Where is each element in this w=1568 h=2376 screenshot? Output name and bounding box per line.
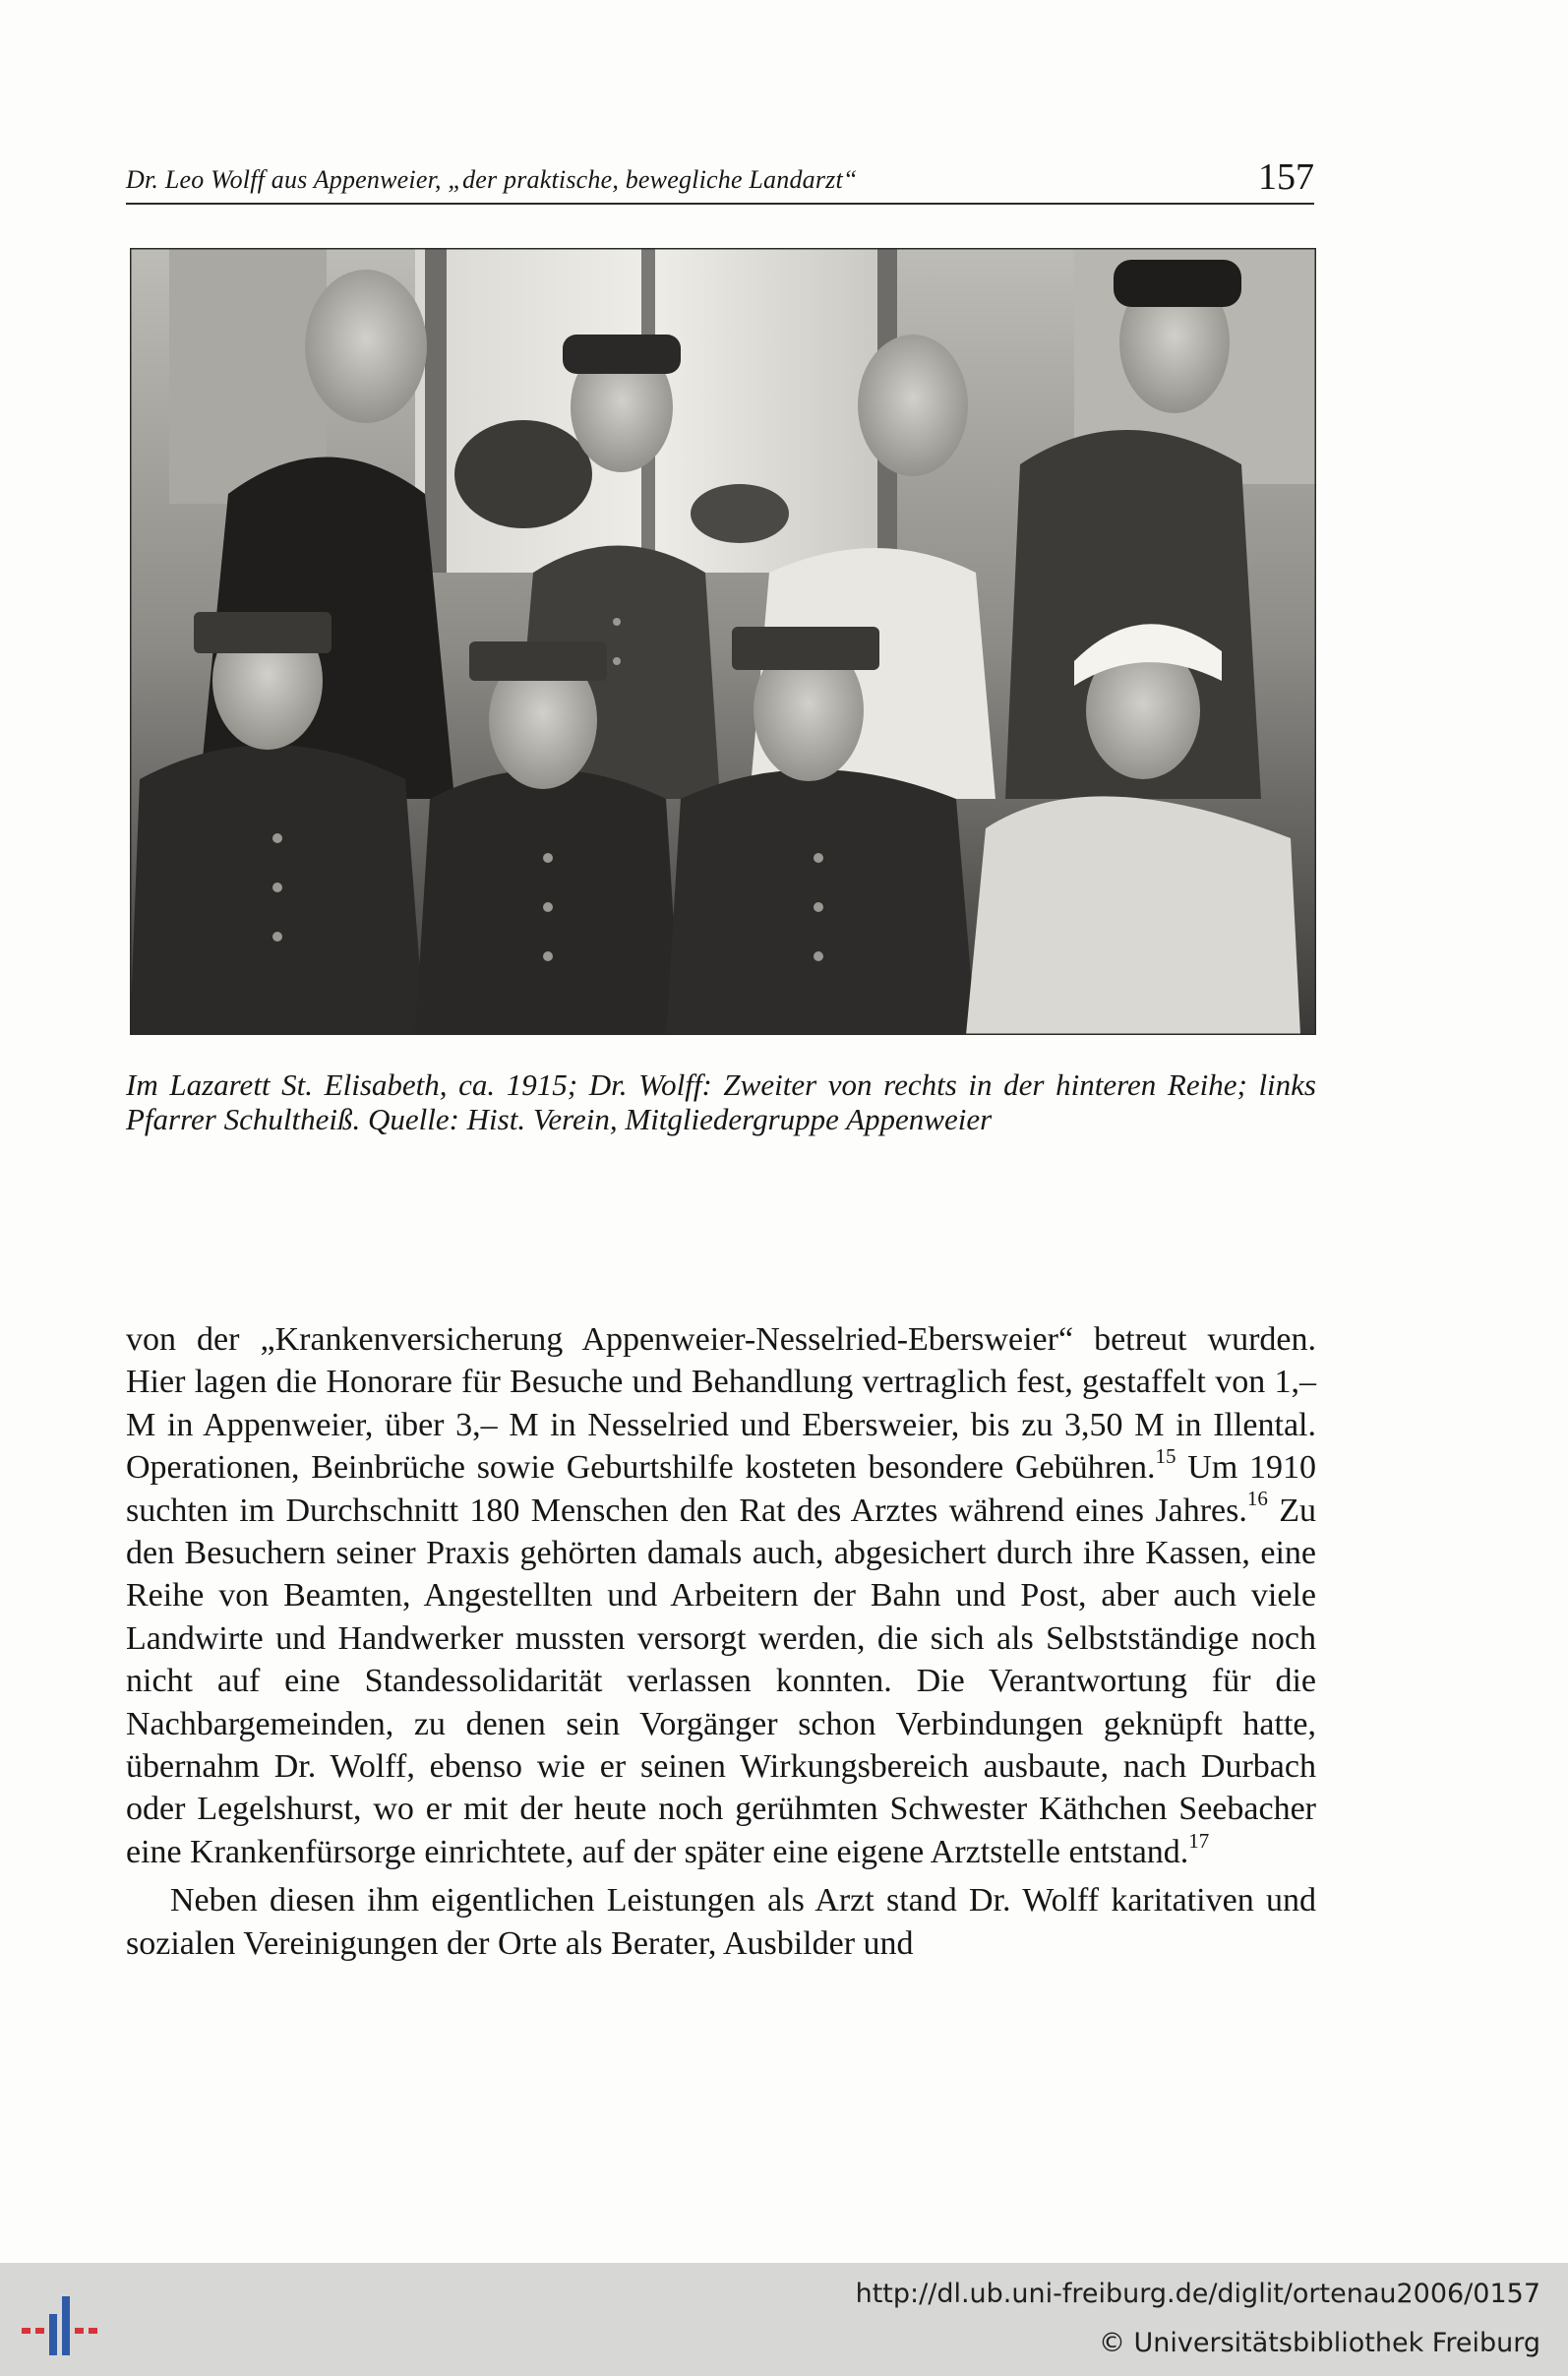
photo-caption: Im Lazarett St. Elisabeth, ca. 1915; Dr. Wolff: Zweiter von rechts in der hinteren Reihe; links Pfarrer Schultheiß. Quelle: Hist. Verein, Mitgliedergruppe Appenweier [126, 1067, 1316, 1136]
page-number: 157 [1258, 156, 1314, 198]
footnote-ref-16: 16 [1246, 1487, 1268, 1511]
library-logo-icon [14, 2285, 102, 2363]
paragraph-1-part-b: Um 1910 suchten im Durchschnitt 180 Menschen den Rat des Arztes während eines Jahres. [126, 1449, 1316, 1529]
paragraph-2: Neben diesen ihm eigentlichen Leistungen als Arzt stand Dr. Wolff karitativen und sozialen Vereinigungen der Orte als Berater, Ausbilder und [126, 1882, 1316, 1962]
running-title: Dr. Leo Wolff aus Appenweier, „der praktische, bewegliche Landarzt“ [126, 165, 858, 194]
body-text [126, 1318, 1316, 1965]
library-footer [0, 2263, 1568, 2376]
footnote-ref-15: 15 [1155, 1443, 1176, 1468]
photo-image [130, 248, 1316, 1035]
footer-copyright: © Universitätsbibliothek Freiburg [1098, 2328, 1540, 2358]
footer-url-link[interactable]: http://dl.ub.uni-freiburg.de/diglit/ortenau2006/0157 [855, 2279, 1540, 2309]
paragraph-1-part-c: Zu den Besuchern seiner Praxis gehörten damals auch, abgesichert durch ihre Kassen, eine Reihe von Beamten, Angestellten und Arbeitern der Bahn und Post, aber auch viele Landwirte und Handwerker mussten versorgt werden, die sich als Selbstständige noch nicht auf eine Standessolidarität verlassen konnten. Die Verantwortung für die Nachbargemeinden, zu denen sein Vorgänger schon Verbindungen geknüpft hatte, übernahm Dr. Wolff, ebenso wie er seinen Wirkungsbereich ausbaute, nach Durbach oder Legelshurst, wo er mit der heute noch gerühmten Schwester Käthchen Seebacher eine Krankenfürsorge einrichtete, auf der später eine eigene Arztstelle entstand. [126, 1492, 1316, 1870]
paragraph-1 [126, 1318, 1316, 1873]
group-photograph [130, 248, 1316, 1035]
footnote-ref-17: 17 [1188, 1828, 1210, 1853]
running-header [126, 148, 1314, 205]
paragraph-1-part-a: von der „Krankenversicherung Appenweier-Nesselried-Ebersweier“ betreut wurden. Hier lagen die Honorare für Besuche und Behandlung vertraglich fest, gestaffelt von 1,– M in Appenweier, über 3,– M in Nesselried und Ebersweier, bis zu 3,50 M in Illental. Operationen, Beinbrüche sowie Geburtshilfe kosteten besondere Gebühren. [126, 1321, 1316, 1487]
